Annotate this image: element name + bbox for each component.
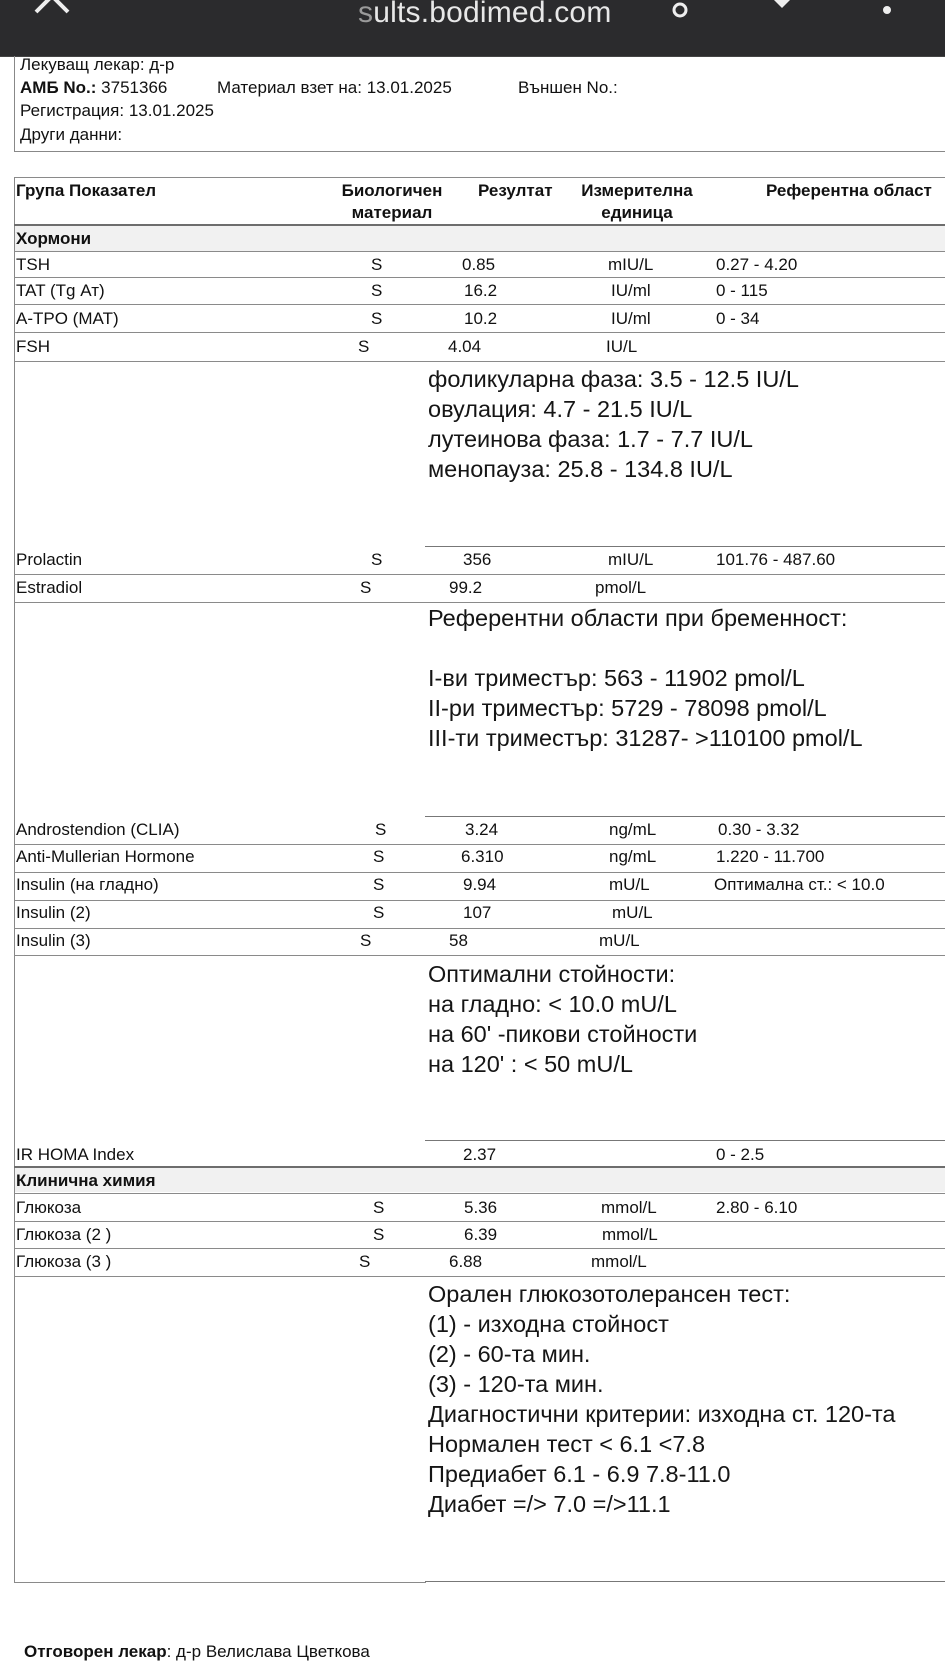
row-divider [14, 304, 945, 305]
cell-material: S [371, 550, 383, 569]
cell-unit: ng/mL [609, 820, 657, 839]
material-value: 13.01.2025 [366, 78, 452, 97]
cell-material: S [371, 309, 383, 328]
cell-name: Глюкоза [16, 1198, 82, 1217]
amb-label: АМБ No.: [20, 78, 97, 97]
other-label: Други данни: [20, 125, 123, 144]
cell-material: S [373, 903, 385, 922]
cell-reference: 0.30 - 3.32 [718, 820, 800, 839]
cell-unit: pmol/L [595, 578, 647, 597]
note-line: на 60' -пикови стойности [428, 1021, 698, 1047]
cell-unit: ng/mL [609, 847, 657, 866]
glucose-note [428, 1279, 895, 1519]
header-group: Група Показател [16, 181, 157, 200]
cell-result: 5.36 [464, 1198, 498, 1217]
cell-result: 2.37 [463, 1145, 497, 1164]
material-label: Материал взет на: [217, 78, 362, 97]
note-line: (1) - изходна стойност [428, 1311, 669, 1337]
arrow-icon[interactable] [28, 0, 76, 30]
note-line: (2) - 60-та мин. [428, 1341, 591, 1367]
table-top-border [14, 177, 945, 178]
cell-reference: 0 - 115 [716, 281, 768, 300]
cell-name: A-TPO (MAT) [16, 309, 119, 328]
cell-name: TAT (Tg Ат) [16, 281, 105, 300]
header-unit-line2: единица [601, 203, 673, 222]
cell-material: S [373, 1225, 385, 1244]
cell-name: Insulin (2) [16, 903, 91, 922]
header-material-line1: Биологичен [341, 181, 443, 200]
row-divider [14, 251, 945, 252]
insulin-note [428, 959, 697, 1079]
cell-name: TSH [16, 255, 50, 274]
note-line: лутеинова фаза: 1.7 - 7.7 IU/L [428, 426, 753, 452]
cell-name: Insulin (на гладно) [16, 875, 159, 894]
cell-material: S [373, 1198, 385, 1217]
cell-reference: 0.27 - 4.20 [716, 255, 798, 274]
row-divider [14, 900, 945, 901]
material-taken [217, 78, 452, 98]
cell-name: Глюкоза (3 ) [16, 1252, 112, 1271]
header-unit [574, 180, 700, 224]
note-rule [425, 816, 945, 817]
cell-result: 10.2 [464, 309, 498, 328]
responsible-doctor [24, 1642, 370, 1662]
cell-material: S [358, 337, 370, 356]
note-rule [425, 546, 945, 547]
cell-reference: 101.76 - 487.60 [716, 550, 836, 569]
note-line: на гладно: < 10.0 mU/L [428, 991, 677, 1017]
section-hormones: Хормони [16, 229, 92, 248]
note-line: Оптимални стойности: [428, 961, 676, 987]
row-divider [14, 1193, 945, 1194]
row-divider [14, 332, 945, 333]
note-line: менопауза: 25.8 - 134.8 IU/L [428, 456, 733, 482]
cell-material: S [371, 255, 383, 274]
section-hormones-bg [15, 226, 945, 251]
note-line: Орален глюкозотолерансен тест: [428, 1281, 791, 1307]
cell-unit: mU/L [609, 875, 650, 894]
cell-unit: mmol/L [591, 1252, 647, 1271]
cell-reference: 0 - 2.5 [716, 1145, 765, 1164]
responsible-doctor-label: Отговорен лекар [24, 1642, 167, 1661]
registration-label: Регистрация: [20, 101, 125, 120]
cell-material: S [359, 1252, 371, 1271]
registration-value: 13.01.2025 [128, 101, 214, 120]
doctor-label: Лекуващ лекар: [20, 55, 145, 74]
estradiol-note [428, 603, 863, 753]
note-line: (3) - 120-та мин. [428, 1371, 604, 1397]
row-divider [14, 1276, 945, 1277]
note-line: Диагностични критерии: изходна ст. 120-та [428, 1401, 896, 1427]
cell-result: 16.2 [464, 281, 498, 300]
row-divider [14, 844, 945, 845]
note-line: Диабет =/> 7.0 =/>11.1 [428, 1491, 671, 1517]
cell-reference: 2.80 - 6.10 [716, 1198, 798, 1217]
row-divider [14, 1221, 945, 1222]
note-line: III-ти триместър: 31287- >110100 pmol/L [428, 725, 863, 751]
header-material [332, 180, 452, 224]
note-line: на 120' : < 50 mU/L [428, 1051, 633, 1077]
cell-name: Prolactin [16, 550, 83, 569]
row-divider [14, 955, 945, 956]
cell-result: 6.39 [464, 1225, 498, 1244]
cell-unit: IU/L [606, 337, 638, 356]
cell-name: Estradiol [16, 578, 83, 597]
note-line: Нормален тест < 6.1 <7.8 [428, 1431, 706, 1457]
cell-unit: mU/L [599, 931, 640, 950]
note-line: II-ри триместър: 5729 - 78098 pmol/L [428, 695, 827, 721]
cell-material: S [373, 875, 385, 894]
bookmark-icon[interactable] [762, 0, 802, 22]
row-divider [14, 928, 945, 929]
table-bottom-left [14, 1582, 426, 1583]
note-line: Референтни области при бременност: [428, 605, 848, 631]
other-data-line [20, 125, 122, 145]
cell-result: 4.04 [448, 337, 482, 356]
menu-icon[interactable] [872, 0, 902, 22]
cell-result: 107 [463, 903, 492, 922]
header-reference: Референтна област [766, 181, 932, 200]
cell-result: 58 [449, 931, 468, 950]
cell-name: IR HOMA Index [16, 1145, 135, 1164]
header-bottom-border [14, 151, 945, 152]
table-bottom-rule [425, 1581, 945, 1582]
row-divider [14, 574, 945, 575]
cell-unit: mIU/L [608, 550, 654, 569]
cell-unit: mmol/L [602, 1225, 658, 1244]
cell-unit: IU/ml [611, 309, 651, 328]
section-chemistry: Клинична химия [16, 1171, 156, 1190]
cell-result: 9.94 [463, 875, 497, 894]
responsible-doctor-value: : д-р Велислава Цветкова [166, 1642, 370, 1661]
header-result: Резултат [478, 181, 553, 200]
amb-value: 3751366 [101, 78, 168, 97]
cell-result: 6.310 [461, 847, 504, 866]
cell-name: Insulin (3) [16, 931, 91, 950]
note-line: I-ви триместър: 563 - 11902 pmol/L [428, 665, 805, 691]
doctor-line [20, 55, 174, 75]
cell-result: 356 [463, 550, 492, 569]
external-label: Външен No.: [518, 78, 618, 97]
cell-unit: mIU/L [608, 255, 654, 274]
amb-line [20, 78, 167, 98]
cell-result: 0.85 [462, 255, 496, 274]
row-divider [14, 872, 945, 873]
cell-reference: 1.220 - 11.700 [716, 847, 825, 866]
cell-reference: 0 - 34 [716, 309, 760, 328]
cell-name: Anti-Mullerian Hormone [16, 847, 195, 866]
cell-material: S [360, 931, 372, 950]
cell-result: 6.88 [449, 1252, 483, 1271]
note-line: овулация: 4.7 - 21.5 IU/L [428, 396, 693, 422]
note-line: фоликуларна фаза: 3.5 - 12.5 IU/L [428, 366, 799, 392]
note-rule [425, 1140, 945, 1141]
header-left-border [14, 56, 15, 152]
row-divider [14, 277, 945, 278]
note-line: Предиабет 6.1 - 6.9 7.8-11.0 [428, 1461, 731, 1487]
fsh-note [428, 364, 799, 484]
cell-material: S [373, 847, 385, 866]
share-icon[interactable] [660, 0, 700, 22]
cell-name: Глюкоза (2 ) [16, 1225, 112, 1244]
url-text: ults.bodimed.com [373, 0, 612, 29]
url-prefix: s [358, 0, 374, 29]
address-bar[interactable] [358, 0, 612, 30]
cell-material: S [371, 281, 383, 300]
note-line [428, 633, 863, 663]
external-no [518, 78, 618, 98]
browser-toolbar [0, 0, 945, 56]
doctor-value: д-р [149, 55, 175, 74]
cell-material: S [375, 820, 387, 839]
cell-unit: IU/ml [611, 281, 651, 300]
cell-unit: mmol/L [601, 1198, 657, 1217]
cell-result: 3.24 [465, 820, 499, 839]
cell-result: 99.2 [449, 578, 483, 597]
cell-name: Androstendion (CLIA) [16, 820, 180, 839]
header-material-line2: материал [351, 203, 433, 222]
header-unit-line1: Измерителна [581, 181, 693, 200]
cell-unit: mU/L [612, 903, 653, 922]
registration-line [20, 101, 214, 121]
row-divider [14, 1248, 945, 1249]
row-divider [14, 361, 945, 362]
cell-reference: Оптимална ст.: < 10.0 [714, 875, 885, 894]
table-left-border [14, 177, 15, 1583]
cell-material: S [360, 578, 372, 597]
cell-name: FSH [16, 337, 50, 356]
